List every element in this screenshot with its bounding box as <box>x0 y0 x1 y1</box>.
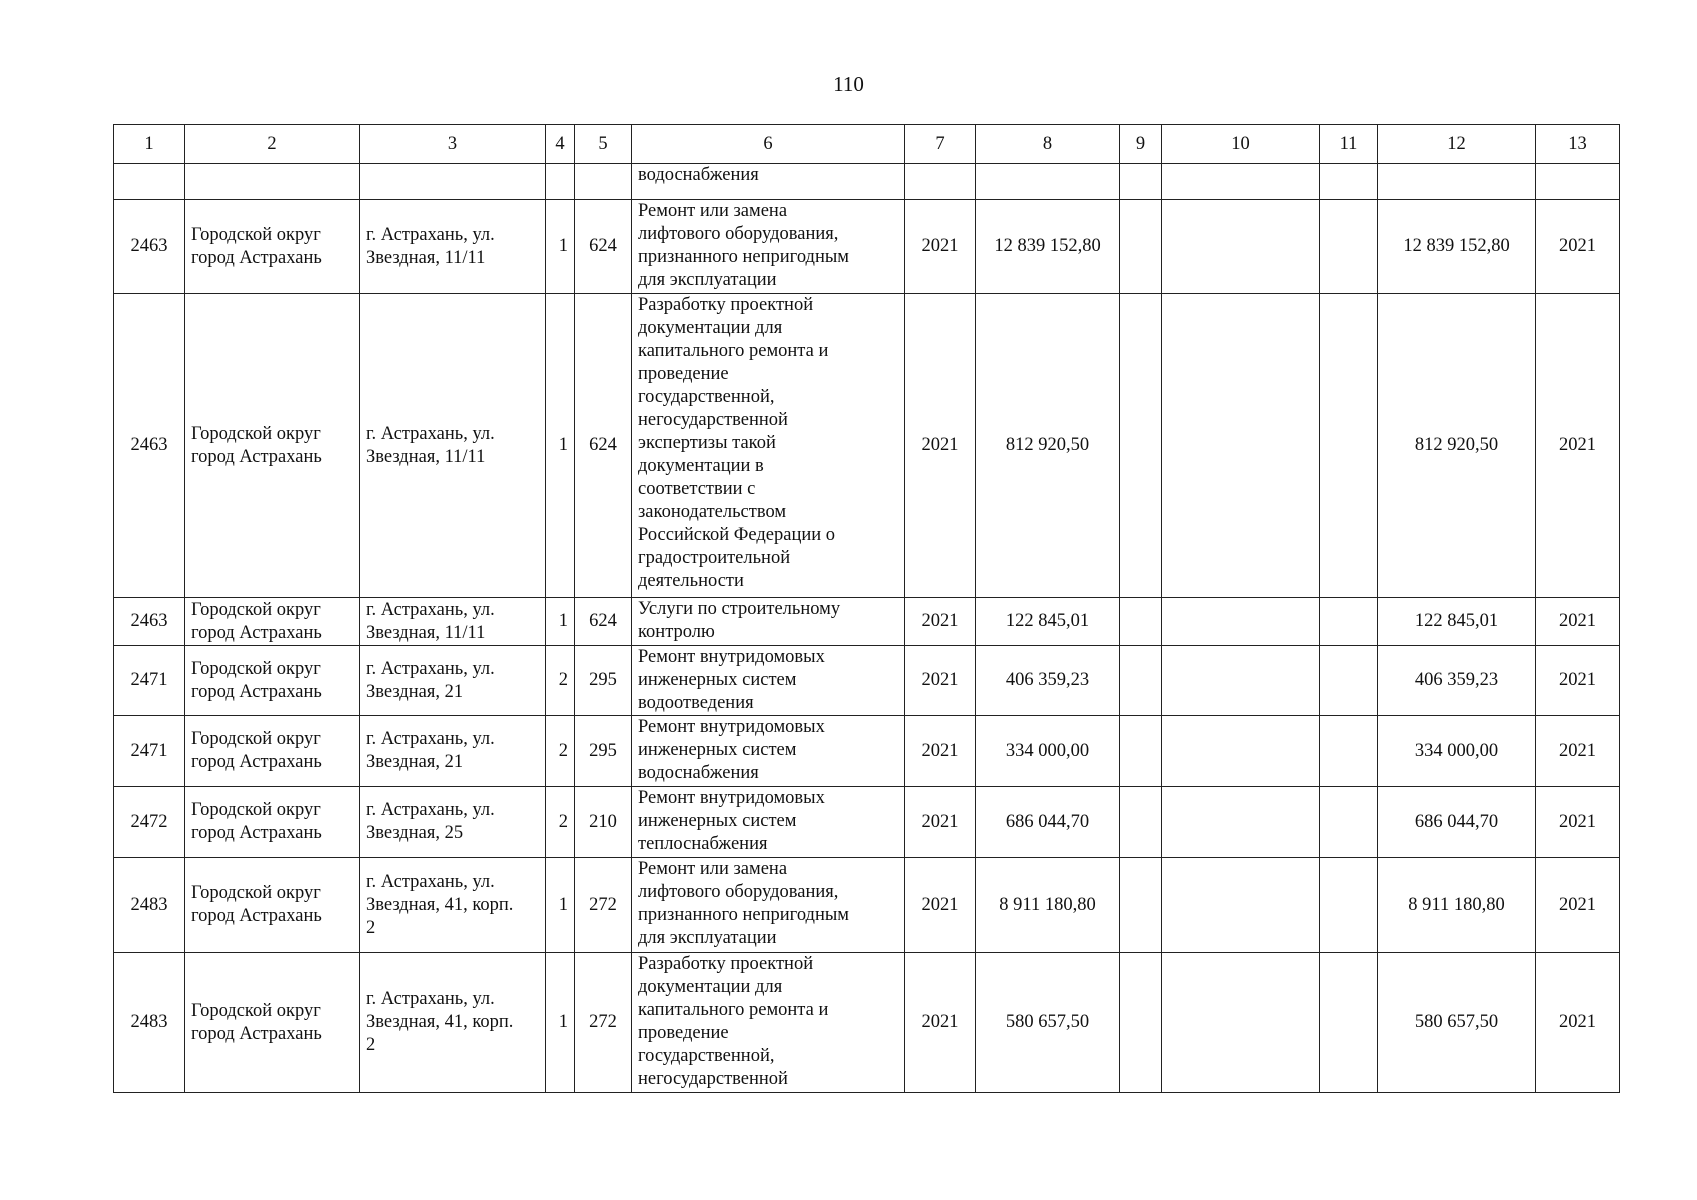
work-description: Ремонт или замена лифтового оборудования, признанного непригодным для эксплуатации <box>632 858 905 953</box>
amount-cell: 8 911 180,80 <box>1378 858 1536 953</box>
address-cell: г. Астрахань, ул. Звездная, 41, корп. 2 <box>360 953 546 1093</box>
cost-cell: 122 845,01 <box>976 598 1120 646</box>
table-row <box>114 200 1620 294</box>
amount-cell: 406 359,23 <box>1378 646 1536 716</box>
column-11-cell <box>1320 200 1378 294</box>
year-cell: 2021 <box>905 294 976 598</box>
column-10-cell <box>1162 716 1320 787</box>
table-row <box>114 294 1620 598</box>
address-cell: г. Астрахань, ул. Звездная, 11/11 <box>360 294 546 598</box>
column-header: 13 <box>1536 125 1620 164</box>
municipality-cell: Городской округ город Астрахань <box>185 716 360 787</box>
column-5-cell: 295 <box>575 646 632 716</box>
column-4-cell: 1 <box>546 953 575 1093</box>
completion-year-cell: 2021 <box>1536 294 1620 598</box>
column-10-cell <box>1162 858 1320 953</box>
cost-cell: 812 920,50 <box>976 294 1120 598</box>
work-description: Услуги по строительному контролю <box>632 598 905 646</box>
year-cell: 2021 <box>905 858 976 953</box>
page-number: 110 <box>833 72 864 96</box>
municipality-cell: Городской округ город Астрахань <box>185 598 360 646</box>
column-5-cell: 272 <box>575 953 632 1093</box>
column-9-cell <box>1120 598 1162 646</box>
cost-cell: 12 839 152,80 <box>976 200 1120 294</box>
year-cell: 2021 <box>905 953 976 1093</box>
column-5-cell: 210 <box>575 787 632 858</box>
column-header: 10 <box>1162 125 1320 164</box>
address-cell: г. Астрахань, ул. Звездная, 21 <box>360 646 546 716</box>
work-description: Разработку проектной документации для капитального ремонта и проведение государственной, негосударственной <box>632 953 905 1093</box>
cost-cell: 334 000,00 <box>976 716 1120 787</box>
column-4-cell: 1 <box>546 200 575 294</box>
column-10-cell <box>1162 787 1320 858</box>
address-cell: г. Астрахань, ул. Звездная, 11/11 <box>360 200 546 294</box>
row-id: 2463 <box>114 200 185 294</box>
column-11-cell <box>1320 598 1378 646</box>
row-id: 2471 <box>114 716 185 787</box>
work-description: Ремонт внутридомовых инженерных систем водоотведения <box>632 646 905 716</box>
table-row <box>114 787 1620 858</box>
column-9-cell <box>1120 716 1162 787</box>
column-header: 7 <box>905 125 976 164</box>
municipality-cell: Городской округ город Астрахань <box>185 200 360 294</box>
table-row <box>114 598 1620 646</box>
municipality-cell: Городской округ город Астрахань <box>185 787 360 858</box>
work-description: Разработку проектной документации для капитального ремонта и проведение государственной, негосударственной экспертизы такой документации в соответствии с законодательством Российской Федерации о градостроительной деятельности <box>632 294 905 598</box>
row-id: 2483 <box>114 858 185 953</box>
amount-cell: 122 845,01 <box>1378 598 1536 646</box>
column-header: 3 <box>360 125 546 164</box>
municipality-cell: Городской округ город Астрахань <box>185 858 360 953</box>
column-4-cell: 2 <box>546 646 575 716</box>
column-header: 8 <box>976 125 1120 164</box>
column-header: 5 <box>575 125 632 164</box>
column-9-cell <box>1120 787 1162 858</box>
column-header: 1 <box>114 125 185 164</box>
amount-cell: 334 000,00 <box>1378 716 1536 787</box>
completion-year-cell: 2021 <box>1536 200 1620 294</box>
cost-cell: 8 911 180,80 <box>976 858 1120 953</box>
municipality-cell: Городской округ город Астрахань <box>185 294 360 598</box>
row-id: 2463 <box>114 294 185 598</box>
amount-cell: 12 839 152,80 <box>1378 200 1536 294</box>
column-5-cell: 272 <box>575 858 632 953</box>
column-11-cell <box>1320 858 1378 953</box>
table-row <box>114 716 1620 787</box>
column-10-cell <box>1162 200 1320 294</box>
row-id: 2472 <box>114 787 185 858</box>
continuation-text: водоснабжения <box>632 164 905 200</box>
column-4-cell: 1 <box>546 598 575 646</box>
column-header: 4 <box>546 125 575 164</box>
column-9-cell <box>1120 646 1162 716</box>
column-header: 9 <box>1120 125 1162 164</box>
completion-year-cell: 2021 <box>1536 787 1620 858</box>
continuation-row <box>114 164 1620 200</box>
year-cell: 2021 <box>905 646 976 716</box>
column-9-cell <box>1120 294 1162 598</box>
completion-year-cell: 2021 <box>1536 598 1620 646</box>
header-row <box>114 125 1620 164</box>
municipality-cell: Городской округ город Астрахань <box>185 953 360 1093</box>
column-11-cell <box>1320 716 1378 787</box>
completion-year-cell: 2021 <box>1536 858 1620 953</box>
year-cell: 2021 <box>905 716 976 787</box>
column-11-cell <box>1320 294 1378 598</box>
address-cell: г. Астрахань, ул. Звездная, 21 <box>360 716 546 787</box>
amount-cell: 812 920,50 <box>1378 294 1536 598</box>
column-9-cell <box>1120 200 1162 294</box>
row-id: 2471 <box>114 646 185 716</box>
column-9-cell <box>1120 953 1162 1093</box>
row-id: 2463 <box>114 598 185 646</box>
cost-cell: 580 657,50 <box>976 953 1120 1093</box>
table-row <box>114 646 1620 716</box>
year-cell: 2021 <box>905 200 976 294</box>
column-header: 11 <box>1320 125 1378 164</box>
column-4-cell: 2 <box>546 716 575 787</box>
year-cell: 2021 <box>905 598 976 646</box>
column-11-cell <box>1320 787 1378 858</box>
column-4-cell: 2 <box>546 787 575 858</box>
column-11-cell <box>1320 646 1378 716</box>
cost-cell: 406 359,23 <box>976 646 1120 716</box>
completion-year-cell: 2021 <box>1536 716 1620 787</box>
column-header: 6 <box>632 125 905 164</box>
column-4-cell: 1 <box>546 858 575 953</box>
year-cell: 2021 <box>905 787 976 858</box>
address-cell: г. Астрахань, ул. Звездная, 25 <box>360 787 546 858</box>
column-header: 2 <box>185 125 360 164</box>
column-9-cell <box>1120 858 1162 953</box>
column-10-cell <box>1162 294 1320 598</box>
column-10-cell <box>1162 598 1320 646</box>
completion-year-cell: 2021 <box>1536 953 1620 1093</box>
column-5-cell: 624 <box>575 598 632 646</box>
amount-cell: 580 657,50 <box>1378 953 1536 1093</box>
column-11-cell <box>1320 953 1378 1093</box>
work-description: Ремонт внутридомовых инженерных систем водоснабжения <box>632 716 905 787</box>
completion-year-cell: 2021 <box>1536 646 1620 716</box>
amount-cell: 686 044,70 <box>1378 787 1536 858</box>
row-id: 2483 <box>114 953 185 1093</box>
address-cell: г. Астрахань, ул. Звездная, 41, корп. 2 <box>360 858 546 953</box>
column-header: 12 <box>1378 125 1536 164</box>
municipality-cell: Городской округ город Астрахань <box>185 646 360 716</box>
column-10-cell <box>1162 953 1320 1093</box>
work-description: Ремонт внутридомовых инженерных систем теплоснабжения <box>632 787 905 858</box>
work-description: Ремонт или замена лифтового оборудования, признанного непригодным для эксплуатации <box>632 200 905 294</box>
column-5-cell: 624 <box>575 200 632 294</box>
table-row <box>114 858 1620 953</box>
cost-cell: 686 044,70 <box>976 787 1120 858</box>
address-cell: г. Астрахань, ул. Звездная, 11/11 <box>360 598 546 646</box>
column-4-cell: 1 <box>546 294 575 598</box>
column-10-cell <box>1162 646 1320 716</box>
capital-repair-table <box>113 124 1620 1093</box>
column-5-cell: 295 <box>575 716 632 787</box>
column-5-cell: 624 <box>575 294 632 598</box>
table-row <box>114 953 1620 1093</box>
